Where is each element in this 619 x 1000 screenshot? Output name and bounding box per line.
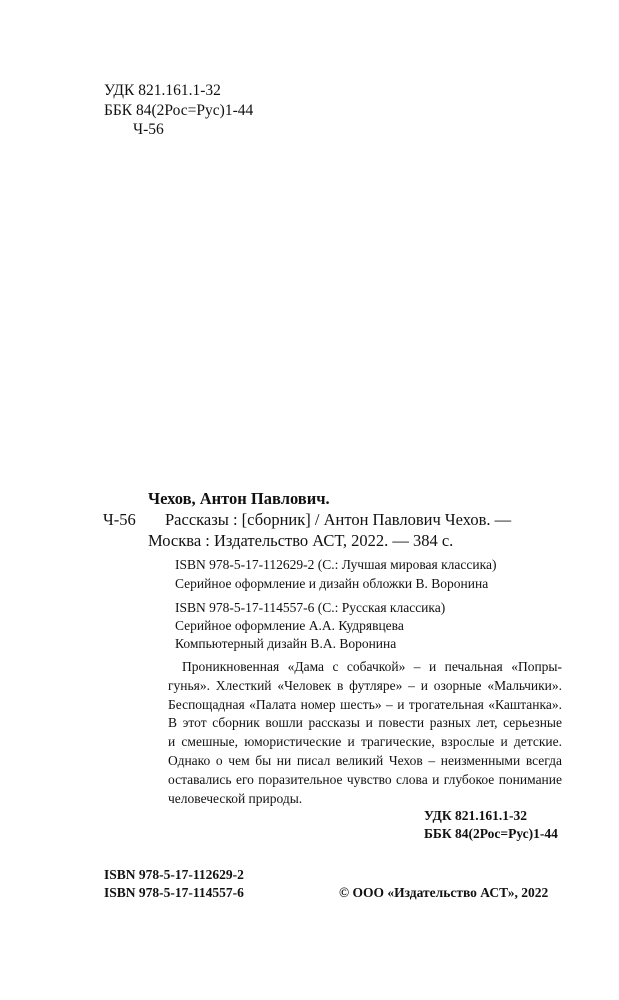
- design-credit-2: Серийное оформление А.А. Кудрявцева: [175, 618, 404, 633]
- author-heading: Чехов, Антон Павлович.: [148, 489, 330, 508]
- design-credit-1: Серийное оформление и дизайн обложки В. Воронина: [175, 576, 489, 591]
- annotation-line: человеческой природы.: [168, 790, 303, 806]
- header-bbk: ББК 84(2Рос=Рус)1-44: [104, 102, 254, 119]
- computer-design-credit: Компьютерный дизайн В.А. Воронина: [175, 636, 397, 651]
- header-code: Ч-56: [133, 121, 164, 138]
- header-udk: УДК 821.161.1-32: [104, 82, 221, 99]
- annotation-line: В этот сборник вошли рассказы и повести разных лет, серьезные: [168, 715, 562, 731]
- footer-isbn-2: ISBN 978-5-17-114557-6: [104, 885, 244, 900]
- annotation-line: Беспощадная «Палата номер шесть» – и трогательная «Каштанка».: [168, 696, 562, 712]
- record-title-line1: Рассказы : [сборник] / Антон Павлович Чехов. —: [165, 510, 512, 529]
- classification-bbk: ББК 84(2Рос=Рус)1-44: [424, 826, 558, 841]
- classification-udk: УДК 821.161.1-32: [424, 808, 527, 823]
- annotation-line: Однако о чем бы ни писал великий Чехов – неизменными всегда: [168, 752, 562, 768]
- annotation-paragraph: [168, 658, 562, 808]
- isbn-series-1: ISBN 978-5-17-112629-2 (С.: Лучшая мировая классика): [175, 557, 497, 572]
- footer-isbn-1: ISBN 978-5-17-112629-2: [104, 867, 244, 882]
- record-code: Ч-56: [103, 510, 136, 529]
- annotation-line: Проникновенная «Дама с собачкой» – и печальная «Попры-: [182, 659, 562, 674]
- record-title-line2: Москва : Издательство АСТ, 2022. — 384 с.: [148, 531, 454, 550]
- annotation-line: и смешные, юмористические и трагические, взрослые и детские.: [168, 734, 562, 750]
- annotation-line: оставались его поразительное чувство слова и глубокое понимание: [168, 771, 562, 787]
- copyright-notice: © ООО «Издательство АСТ», 2022: [339, 885, 549, 900]
- isbn-series-2: ISBN 978-5-17-114557-6 (С.: Русская классика): [175, 600, 446, 615]
- annotation-line: гунья». Хлесткий «Человек в футляре» – и озорные «Мальчики».: [168, 677, 562, 693]
